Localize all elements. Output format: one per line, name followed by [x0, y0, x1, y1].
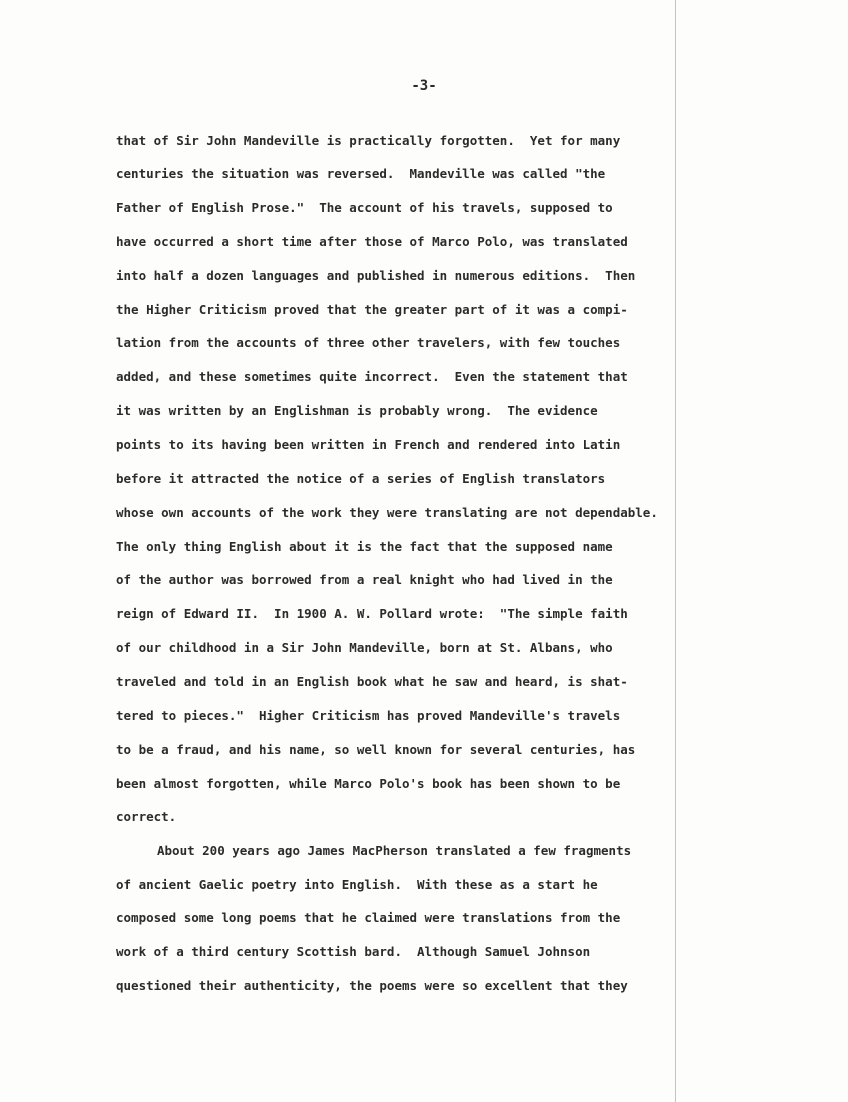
text-line: whose own accounts of the work they were translating are not dependable.: [116, 505, 658, 520]
page-number: -3-: [411, 78, 437, 94]
margin-rule-line: [675, 0, 676, 1102]
text-line: of ancient Gaelic poetry into English. With these as a start he: [116, 877, 598, 892]
text-line: that of Sir John Mandeville is practically forgotten. Yet for many: [116, 133, 621, 148]
text-line: tered to pieces." Higher Criticism has proved Mandeville's travels: [116, 708, 621, 723]
text-line: correct.: [116, 809, 177, 824]
text-line: The only thing English about it is the fact that the supposed name: [116, 539, 613, 554]
text-line: added, and these sometimes quite incorrect. Even the statement that: [116, 369, 628, 384]
text-line: traveled and told in an English book what he saw and heard, is shat-: [116, 674, 628, 689]
text-line: been almost forgotten, while Marco Polo's book has been shown to be: [116, 776, 621, 791]
text-line: reign of Edward II. In 1900 A. W. Pollard wrote: "The simple faith: [116, 606, 628, 621]
text-line: centuries the situation was reversed. Mandeville was called "the: [116, 166, 606, 181]
text-line: have occurred a short time after those of Marco Polo, was translated: [116, 234, 628, 249]
text-line: Father of English Prose." The account of his travels, supposed to: [116, 200, 613, 215]
text-line: of the author was borrowed from a real knight who had lived in the: [116, 572, 613, 587]
text-line: points to its having been written in French and rendered into Latin: [116, 437, 621, 452]
text-line: it was written by an Englishman is probably wrong. The evidence: [116, 403, 598, 418]
text-line: work of a third century Scottish bard. Although Samuel Johnson: [116, 944, 591, 959]
text-line: to be a fraud, and his name, so well known for several centuries, has: [116, 742, 636, 757]
text-line: before it attracted the notice of a series of English translators: [116, 471, 606, 486]
text-line: of our childhood in a Sir John Mandeville, born at St. Albans, who: [116, 640, 613, 655]
paragraph-first-line: About 200 years ago James MacPherson translated a few fragments: [157, 843, 632, 858]
text-line: questioned their authenticity, the poems were so excellent that they: [116, 978, 628, 993]
text-line: lation from the accounts of three other travelers, with few touches: [116, 335, 621, 350]
text-line: into half a dozen languages and published in numerous editions. Then: [116, 268, 636, 283]
text-line: the Higher Criticism proved that the greater part of it was a compi-: [116, 302, 628, 317]
text-line: composed some long poems that he claimed were translations from the: [116, 910, 621, 925]
